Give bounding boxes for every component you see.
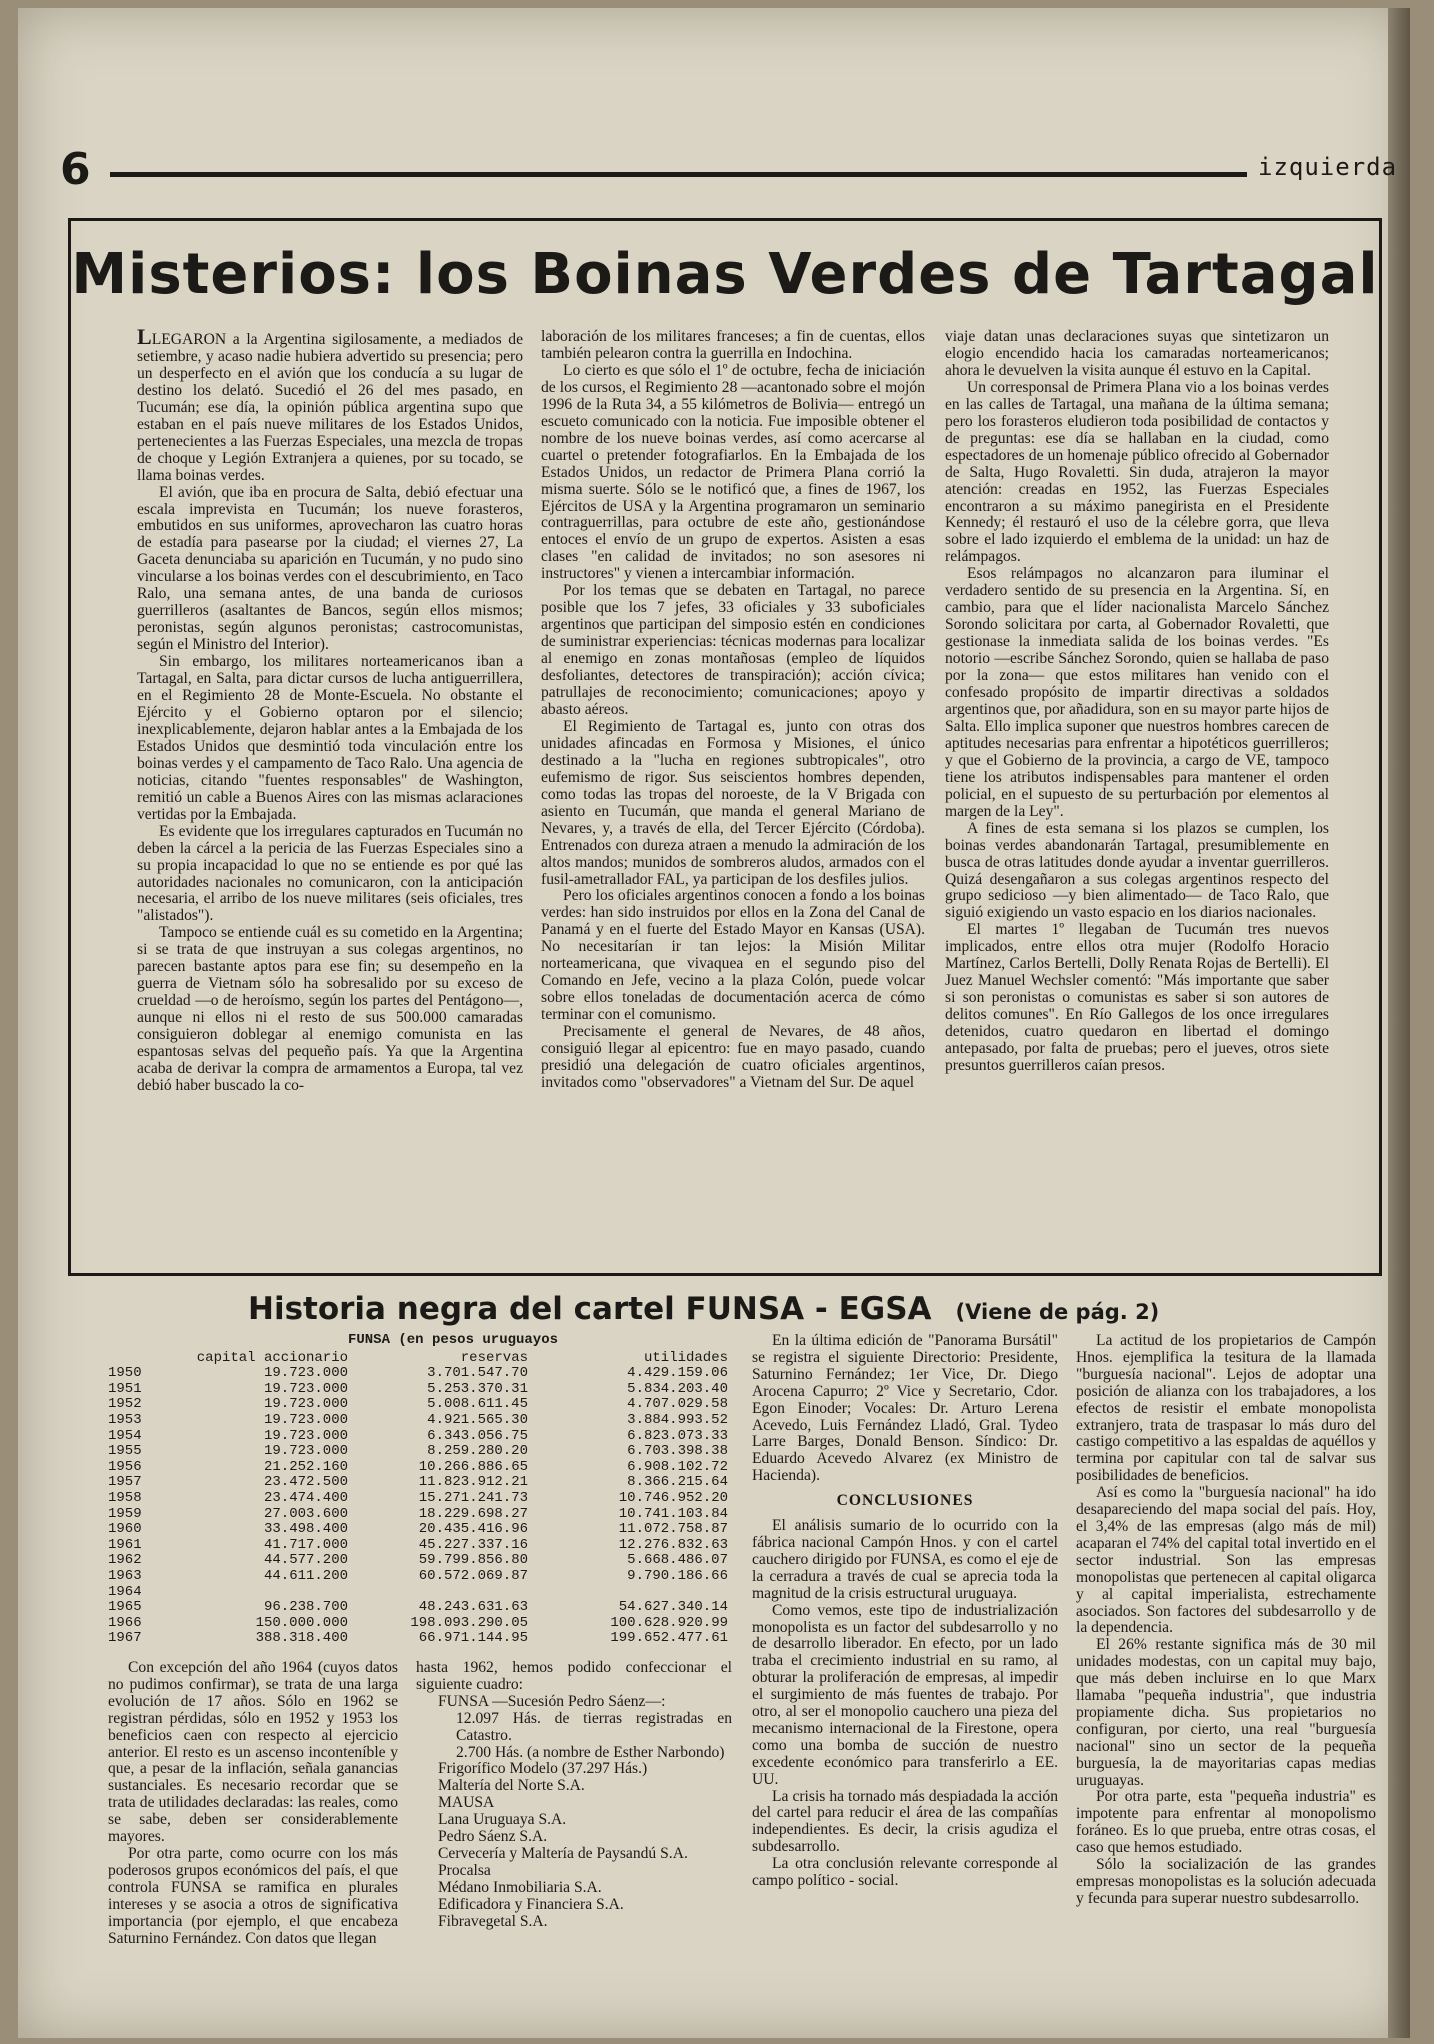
paragraph: La otra conclusión relevante corresponde al campo político - social. [752, 1855, 1058, 1890]
paragraph: Como vemos, este tipo de industrialización monopolista es un factor del subdesarrollo y no de desarrollo liberador. En efecto, por un lado traba el crecimiento industrial en su ramo, al obturar la proliferación de empresas, al impedir el surgimiento de más fuentes de trabajo. Por otro, al ser el monopolio cauchero una pieza del mecanismo internacional de la Firestone, opera como una bomba de succión de nuestro excedente económico para transferirlo a EE. UU. [752, 1601, 1058, 1788]
paragraph: Con excepción del año 1964 (cuyos datos no pudimos confirmar), se trata de una larga evolución de 17 años. Sólo en 1962 se registran pérdidas, sólo en 1952 y 1953 los beneficios caen con respecto al ejercicio anterior. El resto es un ascenso inconteníble y que, a pesar de la inflación, señala ganancias sustanciales. Es necesario recordar que se trata de utilidades declaradas: las reales, como se sabe, deben ser considerablemente mayores. [108, 1660, 398, 1846]
paragraph: Tampoco se entiende cuál es su cometido en la Argentina; si se trata de que instruyan a sus colegas argentinos, no parecen bastante aptos para ese fin; su desempeño en la guerra de Vietnam sólo ha sobresalido por su exceso de crueldad —o de heroísmo, según los partes del Pentágono—, aunque ni ellos ni el resto de sus 500.000 camaradas consiguieron doblegar al enemigo comunista en las espantosas selvas del pequeño país. Ya que la Argentina acaba de derivar la compra de armamentos a Europa, tal vez debió haber buscado la co- [137, 924, 523, 1094]
table-cell: 66.971.144.95 [418, 1630, 528, 1647]
paragraph: En la última edición de "Panorama Bursátil" se registra el siguiente Directorio: Presidente, Saturnino Fernández; 1er Vice, Dr. Diego Arocena Capurro; 2º Vice y Secretario, Cdor. Egon Einoder; Vocales: Dr. Arturo Lerena Acevedo, Luis Fernández Lladó, Gral. Tydeo Larre Barges, Donald Benson. Síndico: Dr. Eduardo Acevedo Alvarez (ex Ministro de Hacienda). [752, 1333, 1058, 1485]
table-cell: 11.072.758.87 [618, 1521, 728, 1538]
paragraph: El avión, que iba en procura de Salta, debió efectuar una escala imprevista en Tucumán; los nueve forasteros, embutidos en sus uniformes, aprovecharon las cuatro horas de estadía para pasearse por la ciudad; el viernes 27, La Gaceta denunciaba su aparición en Tucumán, y no pudo sino vincularse a los boinas verdes con el descubrimiento, en Taco Ralo, una semana antes, de una banda de curiosos guerrilleros (asaltantes de Bancos, según ellos mismos; peronistas, según algunos peronistas; castrocomunistas, según el Ministro del Interior). [137, 483, 523, 654]
table-cell: 19.723.000 [263, 1411, 348, 1428]
article2-column-3 [752, 1333, 1058, 2023]
paragraph: El 26% restante significa más de 30 mil unidades modestas, con un capital muy bajo, que más deben incluirse en lo que Marx llamaba "pequeña industria", que industria propiamente dicha. Sus propietarios no configuran, por cierto, una real "burguesía nacional" sino un sector de la pequeña burguesía, la de mayoritarias capas medias uruguayas. [1076, 1636, 1376, 1789]
table-cell: 19.723.000 [263, 1396, 348, 1413]
list-item: MAUSA [438, 1794, 495, 1812]
table-cell: 1963 [108, 1567, 142, 1584]
paragraph: LLEGARON a la Argentina sigilosamente, a mediados de setiembre, y acaso nadie hubiera advertido su presencia; pero un desperfecto en el avión que los conducía a su lugar de destino los delató. Sucedió el 26 del mes pasado, en Tucumán; ese día, la opinión pública argentina supo que estaban en el país nueve militares de los Estados Unidos, pertenecientes a las Fuerzas Especiales, una mezcla de tropas de choque y Legión Extranjera a quienes, por su tocado, se llama boinas verdes. [137, 329, 523, 485]
table-cell: 54.627.340.14 [618, 1599, 728, 1616]
table-cell: 1955 [108, 1443, 142, 1460]
paragraph: Por otra parte, esta "pequeña industria" es impotente para enfrentar al monopolismo foráneo. Es lo que prueba, entre otras cosas, el caso que hemos estudiado. [1076, 1788, 1376, 1857]
table-row [108, 1553, 738, 1569]
table-cell: 10.266.886.65 [418, 1458, 528, 1475]
article2-column-2 [416, 1660, 732, 2010]
list-item: Edificadora y Financiera S.A. [438, 1895, 624, 1913]
table-row [108, 1491, 738, 1507]
table-cell: 96.238.700 [263, 1599, 348, 1616]
list-item: Cervecería y Maltería de Paysandú S.A. [438, 1844, 688, 1862]
table-row [108, 1507, 738, 1523]
list-item: Médano Inmobiliaria S.A. [438, 1878, 602, 1896]
table-row [108, 1382, 738, 1398]
table-cell: 5.834.203.40 [627, 1380, 728, 1397]
table-cell: 1957 [108, 1474, 142, 1491]
table-cell: 44.611.200 [263, 1567, 348, 1584]
table-cell: 23.472.500 [263, 1474, 348, 1491]
table-row [108, 1397, 738, 1413]
table-cell: 41.717.000 [263, 1536, 348, 1553]
article2-title-text: Historia negra del cartel FUNSA - EGSA [248, 1291, 932, 1327]
table-cell: 1954 [108, 1427, 142, 1444]
table-cell: 6.703.398.38 [627, 1443, 728, 1460]
list-item: Lana Uruguaya S.A. [438, 1811, 567, 1829]
table-cell: 27.003.600 [263, 1505, 348, 1522]
paragraph: Por otra parte, como ocurre con los más poderosos grupos económicos del país, el que controla FUNSA se ramifica en plurales intereses y se asocia a otros de significativa importancia (por ejemplo, el que encabeza Saturnino Fernández. Con datos que llegan [108, 1844, 398, 1947]
table-row [108, 1413, 738, 1429]
table-cell: 388.318.400 [255, 1630, 348, 1647]
page-number: 6 [60, 144, 91, 195]
list-item: 12.097 Hás. de tierras registradas en Catastro. [456, 1709, 732, 1744]
list-item: FUNSA —Sucesión Pedro Sáenz—: [438, 1692, 666, 1710]
table-header-cell: reservas [460, 1349, 528, 1366]
table-cell: 20.435.416.96 [418, 1521, 528, 1538]
table-row [108, 1429, 738, 1445]
table-cell: 1959 [108, 1505, 142, 1522]
table-cell: 3.884.993.52 [627, 1411, 728, 1428]
article-box [68, 218, 1382, 1276]
table-header-cell: capital accionario [196, 1349, 348, 1366]
table-cell: 5.668.486.07 [627, 1552, 728, 1569]
table-cell: 44.577.200 [263, 1552, 348, 1569]
table-row [108, 1600, 738, 1616]
table-cell: 1960 [108, 1521, 142, 1538]
continued-note: (Viene de pág. 2) [955, 1300, 1160, 1324]
article2-title [248, 1291, 1159, 1327]
paragraph: Lo cierto es que sólo el 1º de octubre, fecha de iniciación de los cursos, el Regimiento 28 —acantonado sobre el mojón 1996 de la Ruta 34, a 55 kilómetros de Bolivia— entregó un escueto comunicado con la noticia. Fue imposible obtener el nombre de los nueve boinas verdes, así como acercarse al cuartel o pretender fotografiarlos. En la Embajada de los Estados Unidos, un redactor de Primera Plana corrió la misma suerte. Sólo se le notificó que, a fines de 1967, los Ejércitos de USA y la Argentina programaron un seminario contraguerrillas, para octubre de este año, gestionándose entoces el envío de un grupo de expertos. Asisten a esas clases "en calidad de invitados; no son asesores ni instructores" y vienen a intercambiar información. [541, 361, 925, 583]
table-cell: 18.229.698.27 [418, 1505, 528, 1522]
article-column-3 [945, 329, 1329, 1269]
table-cell: 60.572.069.87 [418, 1567, 528, 1584]
table-cell: 59.799.856.80 [418, 1552, 528, 1569]
list-item: Fibravegetal S.A. [438, 1912, 548, 1930]
paragraph: Precisamente el general de Nevares, de 48 años, consiguió llegar al epicentro: fue en mayo pasado, cuando presidió una delegación de cuatro oficiales argentinos, invitados como "observadores" a Vietnam del Sur. De aquel [541, 1023, 925, 1091]
list-item: Procalsa [438, 1861, 491, 1879]
table-cell: 150.000.000 [255, 1614, 348, 1631]
table-cell: 1967 [108, 1630, 142, 1647]
table-header [108, 1351, 738, 1367]
table-row [108, 1569, 738, 1585]
article-column-1 [137, 329, 523, 1269]
paragraph: El análisis sumario de lo ocurrido con la fábrica nacional Campón Hnos. y con el cartel cauchero dirigido por FUNSA, es como el eje de la cerradura a través de cual se aprecia toda la magnitud de la crisis estructural uruguaya. [752, 1517, 1058, 1602]
table-cell: 100.628.920.99 [610, 1614, 728, 1631]
table-cell [178, 1585, 348, 1601]
table-cell: 1966 [108, 1614, 142, 1631]
table-row [108, 1522, 738, 1538]
table-cell: 6.823.073.33 [627, 1427, 728, 1444]
page-gutter [1388, 8, 1410, 2038]
paragraph: Así es como la "burguesía nacional" ha ido desapareciendo del mapa social del país. Hoy, el 3,4% de las empresas (algo más de mil) acaparan el 74% del capital total invertido en el sector industrial. Son las empresas monopolistas que pertenecen al capital oligarca y al capital imperialista, estrechamente asociados. Son factores del subdesarrollo y de la dependencia. [1076, 1484, 1376, 1637]
table-cell: 3.701.547.70 [427, 1365, 528, 1382]
table-cell: 1965 [108, 1599, 142, 1616]
table-cell [348, 1585, 528, 1601]
table-cell: 15.271.241.73 [418, 1489, 528, 1506]
table-cell: 1950 [108, 1365, 142, 1382]
table-header-cell: utilidades [643, 1349, 728, 1366]
table-cell: 1956 [108, 1458, 142, 1475]
table-row [108, 1475, 738, 1491]
table-cell: 5.008.611.45 [427, 1396, 528, 1413]
table-cell: 19.723.000 [263, 1443, 348, 1460]
paragraph: La actitud de los propietarios de Campón Hnos. ejemplifica la tesitura de la llamada "burguesía nacional". Lejos de adoptar una posición de alianza con los trabajadores, a los efectos de resistir el embate monopolista extranjero, trata de traspasar lo más duro del castigo competitivo a las espaldas de aquéllos y termina por capitular con tal de salvar sus posibilidades de beneficios. [1076, 1333, 1376, 1485]
list-item: 2.700 Hás. (a nombre de Esther Narbondo) [456, 1743, 725, 1761]
table-row [108, 1631, 738, 1647]
paragraph: Sin embargo, los militares norteamericanos iban a Tartagal, en Salta, para dictar cursos de lucha antiguerrillera, en el Regimiento 28 de Monte-Escuela. No obstante el Ejército y el Gobierno optaron por el silencio; inexplicablemente, dejaron hablar antes a la Embajada de los Estados Unidos que desmintió toda vinculación entre los boinas verdes y el campamento de Taco Ralo. Una agencia de noticias, citando "fuentes responsables" de Washington, remitió un cable a Buenos Aires con las mismas aclaraciones vertidas por la Embajada. [137, 653, 523, 823]
table-cell: 11.823.912.21 [418, 1474, 528, 1491]
article-title: Misterios: los Boinas Verdes de Tartagal [71, 242, 1379, 307]
funsa-table [108, 1333, 738, 1653]
table-cell: 8.259.280.20 [427, 1443, 528, 1460]
paragraph: La crisis ha tornado más despiadada la acción del cartel para reducir el área de las compañías independientes. Es decir, la crisis agudiza el subdesarrollo. [752, 1787, 1058, 1856]
table-cell: 1962 [108, 1552, 142, 1569]
table-cell: 12.276.832.63 [618, 1536, 728, 1553]
list-item: Pedro Sáenz S.A. [438, 1828, 548, 1846]
table-cell: 48.243.631.63 [418, 1599, 528, 1616]
table-cell: 6.908.102.72 [627, 1458, 728, 1475]
holdings-list [416, 1694, 732, 1931]
paragraph: El Regimiento de Tartagal es, junto con otras dos unidades afincadas en Formosa y Misiones, el único destinado a la "lucha en regiones subtropicales", otro eufemismo de rigor. Sus seiscientos hombres dependen, como todas las tropas del noroeste, de la V Brigada con asiento en Tucumán, que manda el general Mariano de Nevares, y, a través de ella, del Tercer Ejército (Córdoba). Entrenados con dureza atraen a menudo la admiración de los altos mandos; munidos de sombreros aludos, armados con el fusil-ametrallador FAL, ya participan de los desfiles julios. [541, 717, 925, 888]
table-body [108, 1366, 738, 1647]
table-cell: 199.652.477.61 [610, 1630, 728, 1647]
table-row [108, 1460, 738, 1476]
table-cell: 19.723.000 [263, 1427, 348, 1444]
table-row [108, 1444, 738, 1460]
table-cell: 9.790.186.66 [627, 1567, 728, 1584]
paragraph: Por los temas que se debaten en Tartagal, no parece posible que los 7 jefes, 33 oficiales y 33 suboficiales argentinos que participan del simposio estén en condiciones de suministrar experiencias: técnicas modernas para localizar al enemigo en zonas montañosas (empleo de líquidos desfoliantes, detectores de transpiración); acción cívica; patrullajes de reconocimiento; comunicaciones; apoyo y abasto aéreos. [541, 582, 925, 718]
newspaper-page [18, 8, 1410, 2038]
paragraph: Pero los oficiales argentinos conocen a fondo a los boinas verdes: han sido instruidos por ellos en la Zona del Canal de Panamá y en el fuerte del Estado Mayor en Kansas (USA). No necesitarían ir tan lejos: la Misión Militar norteamericana, que vivaquea en el segundo piso del Comando en Jefe, vecino a la plaza Colón, puede volcar sobre ellos toneladas de documentación acerca de cómo terminar con el comunismo. [541, 887, 925, 1024]
table-cell: 4.707.029.58 [627, 1396, 728, 1413]
drop-cap: L [137, 329, 152, 349]
table-cell: 10.746.952.20 [618, 1489, 728, 1506]
paragraph: hasta 1962, hemos podido confeccionar el siguiente cuadro: [416, 1660, 732, 1693]
table-row [108, 1538, 738, 1554]
paragraph: Sólo la socialización de las grandes empresas monopolistas es la solución adecuada y fecunda para superar nuestro subdesarrollo. [1076, 1856, 1376, 1907]
table-cell: 45.227.337.16 [418, 1536, 528, 1553]
table-cell: 5.253.370.31 [427, 1380, 528, 1397]
list-item: Maltería del Norte S.A. [438, 1777, 585, 1795]
table-cell: 19.723.000 [263, 1380, 348, 1397]
paragraph: Un corresponsal de Primera Plana vio a los boinas verdes en las calles de Tartagal, una mañana de la última semana; pero los forasteros eludieron toda posibilidad de contactos y de preguntas: ese día se hallaban en la ciudad, como espectadores de un homenaje público ofrecido al Gobernador de Salta, Hugo Rovaletti. Sin duda, atrajeron la mayor atención: creadas en 1952, las Fuerzas Especiales encontraron a su máximo panegirista en el Presidente Kennedy; él restauró el uso de la célebre gorra, que lleva sobre el lado izquierdo el emblema de la unidad: un haz de relámpagos. [945, 378, 1329, 566]
table-cell: 10.741.103.84 [618, 1505, 728, 1522]
table-cell: 1953 [108, 1411, 142, 1428]
table-cell [528, 1585, 728, 1601]
table-cell: 1964 [108, 1583, 142, 1600]
paragraph: Es evidente que los irregulares capturados en Tucumán no deben la cárcel a la pericia de las Fuerzas Especiales sino a su propia incapacidad lo que no se entiende es por qué las autoridades nacionales no comunicaron, con la anticipación necesaria, el arribo de los nueve militares (seis oficiales, tres "alistados"). [137, 822, 523, 925]
table-cell: 198.093.290.05 [410, 1614, 528, 1631]
table-cell: 23.474.400 [263, 1489, 348, 1506]
table-cell: 33.498.400 [263, 1521, 348, 1538]
table-cell: 4.921.565.30 [427, 1411, 528, 1428]
paragraph: A fines de esta semana si los plazos se cumplen, los boinas verdes abandonarán Tartagal, presumiblemente en busca de otras latitudes donde ayudar a inventar guerrilleros. Quizá desengañaron a sus colegas argentinos respecto del grupo sedicioso —y bien alimentado— de Taco Ralo, que siguió exigiendo un vasto espacio en los diarios nacionales. [945, 819, 1329, 922]
table-caption: FUNSA (en pesos uruguayos [347, 1332, 559, 1348]
article-column-2 [541, 329, 925, 1269]
table-cell: 1958 [108, 1489, 142, 1506]
table-cell: 1951 [108, 1380, 142, 1397]
paragraph: viaje datan unas declaraciones suyas que sintetizaron un elogio encendido hacia los camaradas norteamericanos; ahora le devuelven la visita aunque él estuvo en la Capital. [945, 329, 1329, 379]
conclusions-heading: CONCLUSIONES [836, 1492, 974, 1510]
list-item: Frigorífico Modelo (37.297 Hás.) [438, 1760, 648, 1778]
table-row [108, 1366, 738, 1382]
table-cell: 1961 [108, 1536, 142, 1553]
masthead: izquierda [1258, 153, 1398, 181]
table-cell: 4.429.159.06 [627, 1365, 728, 1382]
paragraph: Esos relámpagos no alcanzaron para iluminar el verdadero sentido de su presencia en la Argentina. Sí, en cambio, para que el líder nacionalista Marcelo Sánchez Sorondo solicitara por carta, al Gobernador Rovaletti, que gestionase la inmediata salida de los boinas verdes. "Es notorio —escribe Sánchez Sorondo, quien se hallaba de paso por la zona— que estos militares han venido con el confesado propósito de impartir directivas a soldados argentinos que, por añadidura, son en su mayor parte hijos de Salta. Ello implica suponer que nuestros hombres carecen de aptitudes necesarias para enfrentar a hipotéticos guerrilleros; y que el Gobierno de la provincia, a cargo de VE, tampoco tiene los atributos indispensables para mantener el orden policial, en el supuesto de su perturbación por elementos al margen de la Ley". [945, 565, 1329, 820]
table-row [108, 1616, 738, 1632]
table-header-cell [108, 1351, 178, 1367]
table-row [108, 1585, 738, 1601]
header-rule [110, 172, 1247, 177]
table-cell: 1952 [108, 1396, 142, 1413]
table-cell: 21.252.160 [263, 1458, 348, 1475]
article2-column-1 [108, 1660, 398, 2010]
table-cell: 6.343.056.75 [427, 1427, 528, 1444]
article2-column-4 [1076, 1333, 1376, 2023]
paragraph: laboración de los militares franceses; a fin de cuentas, ellos también pelearon contra la guerrilla en Indochina. [541, 329, 925, 362]
table-cell: 8.366.215.64 [627, 1474, 728, 1491]
paragraph: El martes 1º llegaban de Tucumán tres nuevos implicados, entre ellos otra mujer (Rodolfo Horacio Martínez, Carlos Bertelli, Dolly Renata Rojas de Bertelli). El Juez Manuel Wechsler comentó: "Más importante que saber si son peronistas o comunistas es saber si son autores de delitos comunes". En Río Gallegos de los once irregulares detenidos, cuatro quedaron en libertad el domingo antepasado, por falta de pruebas; pero el jueves, otros siete presuntos guerrilleros caían presos. [945, 921, 1329, 1074]
table-cell: 19.723.000 [263, 1365, 348, 1382]
